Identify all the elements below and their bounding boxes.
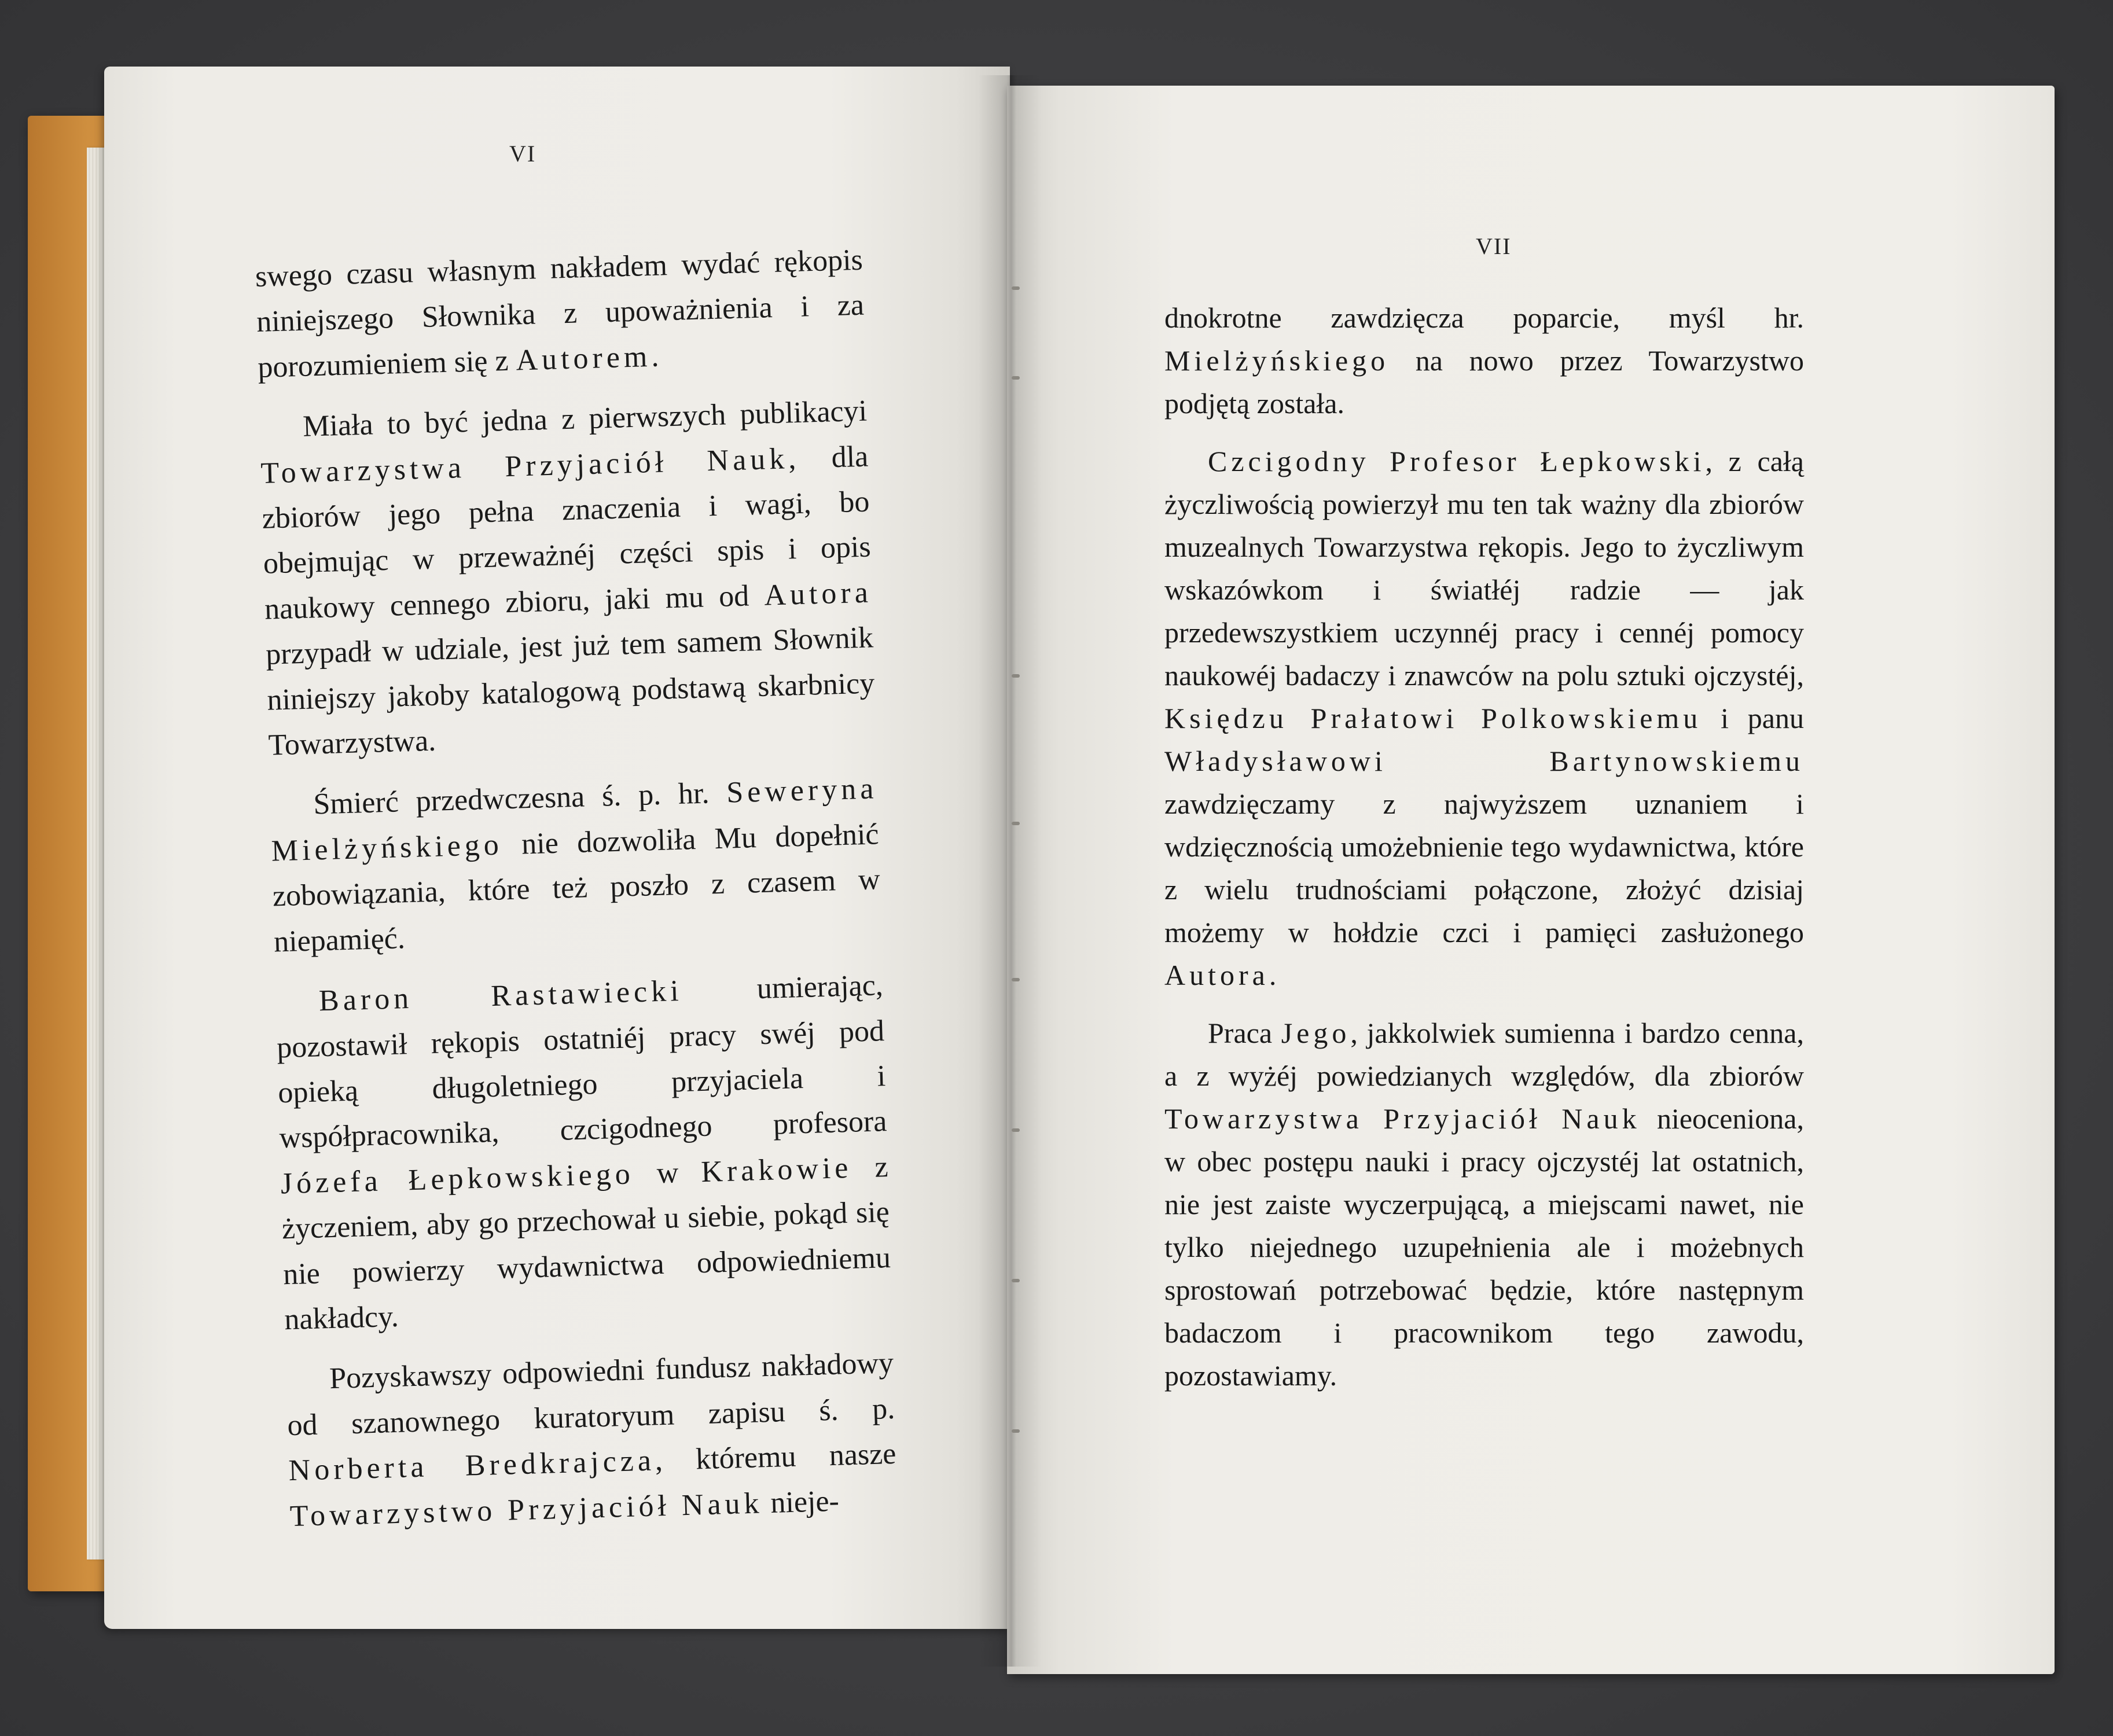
text-run: na nowo przez Towarzystwo podjętą została.: [1164, 344, 1804, 420]
binding-stitch: [1012, 822, 1020, 825]
right-page-text: [1164, 296, 1804, 1412]
text-run: umierając, pozostawił rękopis ostatniéj pracy swéj pod opieką długoletniego przyjaciela i współpracownika, czcigodnego profesora: [276, 969, 888, 1155]
text-run: z życzeniem, aby go przechował u siebie, pokąd się nie powierzy wydawnictwa odpowiedniemu nakładcy.: [281, 1150, 891, 1337]
binding-stitch: [1012, 978, 1020, 981]
text-run: i panu: [1702, 702, 1804, 734]
text-run: Pozyskawszy odpowiedni fundusz nakładowy od szanownego kuratoryum zapisu ś. p.: [286, 1347, 895, 1442]
spaced-text: Autora: [1164, 959, 1269, 991]
text-run: przypadł w udziale, jest już tem samem Słownik niniejszy jakoby katalogową podstawą skarbnicy Towarzystwa.: [265, 621, 875, 762]
text-run: , z całą życzliwością powierzył mu ten tak ważny dla zbiorów muzealnych Towarzystwa rękopis. Jego to życzliwym wskazówkom i światłéj radzie — jak przedewszystkiem uczynnéj pracy i cennéj pomocy naukowéj badaczy i znawców na polu sztuki ojczystéj,: [1164, 445, 1804, 692]
binding-stitch: [1012, 674, 1020, 678]
text-run: zawdzięczamy z najwyższem uznaniem i wdzięcznością umożebnienie tego wydawnictwa, które z wielu trudnościami połączone, złożyć dzisiaj możemy w hołdzie czci i pamięci zasłużonego: [1164, 788, 1804, 948]
paragraph: [285, 1341, 898, 1539]
spaced-text: Autora: [763, 576, 873, 612]
spaced-text: Towarzystwa Przyjaciół Nauk: [1164, 1102, 1641, 1135]
text-run: , dla zbiorów jego pełna znaczenia i wagi, bo obejmując w przeważnéj części spis i opis naukowy cennego zbioru, jaki mu od: [261, 440, 872, 626]
text-run: , jakkolwiek sumienna i bardzo cenna, a z wyżéj powiedzianych względów, dla zbiorów: [1164, 1017, 1804, 1092]
spaced-text: Księdzu Prałatowi Polkowskiemu: [1164, 702, 1702, 734]
text-run: Śmierć przedwczesna ś. p. hr.: [313, 777, 727, 821]
paragraph: [1164, 296, 1804, 425]
text-run: .: [1269, 959, 1277, 991]
binding-stitch: [1012, 376, 1020, 380]
spaced-text: Józefa Łepkowskiego: [280, 1157, 635, 1201]
spaced-text: Norberta Bredkrajcza: [288, 1444, 656, 1488]
spaced-text: Autorem: [515, 340, 652, 377]
spaced-text: Czcigodny Profesor Łepkowski: [1208, 445, 1706, 477]
text-run: .: [651, 340, 660, 373]
paragraph: [255, 238, 866, 391]
text-run: nie dozwoliła Mu dopełnić zobowiązania, które też poszło z czasem w niepamięć.: [272, 818, 881, 959]
spaced-text: Władysławowi Bartynowskiemu: [1164, 745, 1804, 777]
binding-stitch: [1012, 286, 1020, 290]
spaced-text: Towarzystwa Przyjaciół Nauk: [260, 442, 789, 490]
text-run: Miała to być jedna z pierwszych publikacyi: [302, 394, 868, 443]
spaced-text: Baron Rastawiecki: [318, 974, 683, 1018]
paragraph: [270, 767, 882, 965]
paragraph: [275, 963, 892, 1343]
text-run: nieje-: [762, 1484, 840, 1520]
page-number-left: VI: [509, 141, 536, 167]
spaced-text: Towarzystwo Przyjaciół Nauk: [289, 1486, 764, 1533]
spaced-text: Seweryna Mielżyńskiego: [271, 772, 878, 868]
spaced-text: Mielżyńskiego: [1164, 344, 1390, 377]
text-run: , któremu nasze: [655, 1437, 897, 1477]
left-page-text: [255, 238, 898, 1554]
text-run: w: [633, 1155, 702, 1191]
binding-stitch: [1012, 1429, 1020, 1433]
spaced-text: Krakowie: [700, 1151, 853, 1189]
page-number-right: VII: [1476, 233, 1512, 259]
text-run: dnokrotne zawdzięcza poparcie, myśl hr.: [1164, 301, 1804, 334]
text-run: nieoceniona, w obec postępu nauki i pracy ojczystéj lat ostatnich, nie jest zaiste wyczerpującą, a miejscami nawet, nie tylko niejednego uzupełnienia ale i możebnych sprostowań potrzebować będzie, które następnym badaczom i pracownikom tego zawodu, pozostawiamy.: [1164, 1102, 1804, 1392]
paragraph: [1164, 1012, 1804, 1397]
text-run: Praca: [1208, 1017, 1281, 1049]
binding-stitch: [1012, 1279, 1020, 1282]
paragraph: [259, 389, 876, 768]
spaced-text: Jego: [1281, 1017, 1351, 1049]
text-run: swego czasu własnym nakładem wydać rękopis niniejszego Słownika z upoważnienia i za porozumieniem się z: [255, 243, 865, 384]
paragraph: [1164, 440, 1804, 996]
binding-stitch: [1012, 1128, 1020, 1132]
